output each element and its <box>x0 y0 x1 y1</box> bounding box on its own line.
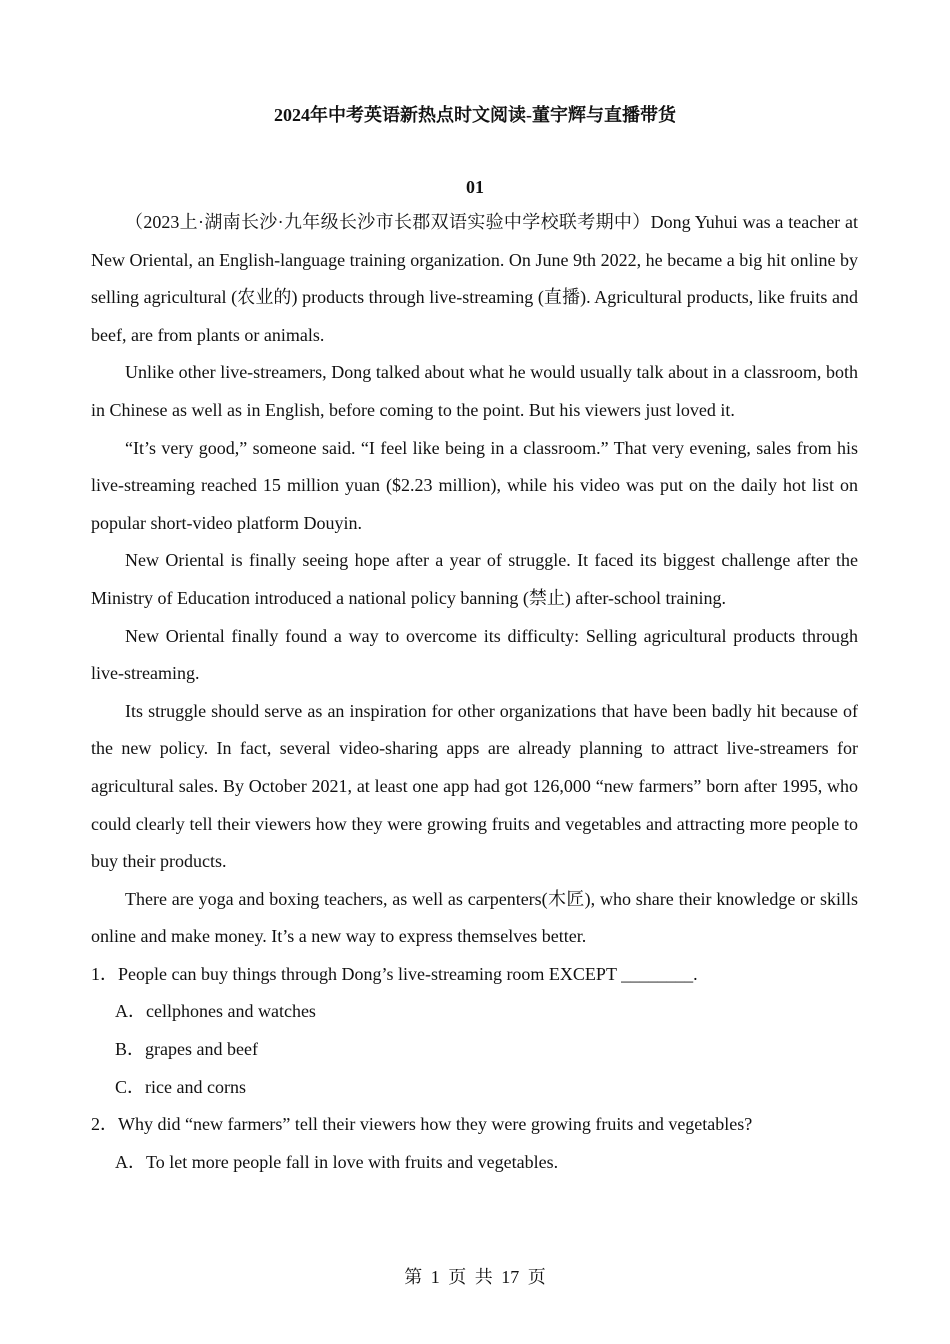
page-footer: 第 1 页 共 17 页 <box>404 1267 546 1287</box>
passage-paragraph: Unlike other live-streamers, Dong talked about what he would usually talk about in a classroom, both in Chinese as well as in English, before coming to the point. But his viewers just loved it. <box>91 362 858 420</box>
passage-paragraph: （2023上·湖南长沙·九年级长沙市长郡双语实验中学校联考期中）Dong Yuhui was a teacher at New Oriental, an English-language training organization. On June 9th 2022, he became a big hit online by selling agricultural (农业的) products through live-streaming (直播). Agricultural products, like fruits and beef, are from plants or animals. <box>91 212 858 345</box>
question-1-option-b: B．grapes and beef <box>115 1039 258 1060</box>
passage-paragraph: New Oriental finally found a way to overcome its difficulty: Selling agricultural products through live-streaming. <box>91 625 858 684</box>
passage-paragraph: There are yoga and boxing teachers, as well as carpenters(木匠), who share their knowledge or skills online and make money. It’s a new way to express themselves better. <box>91 888 858 947</box>
question-2-option-a: A．To let more people fall in love with fruits and vegetables. <box>115 1151 559 1172</box>
question-1-option-a: A．cellphones and watches <box>115 1001 316 1022</box>
question-1: 1．People can buy things through Dong’s live-streaming room EXCEPT ________. <box>91 963 698 984</box>
section-number: 01 <box>466 177 484 197</box>
document-body <box>91 204 858 1181</box>
question-2: 2．Why did “new farmers” tell their viewers how they were growing fruits and vegetables? <box>91 1114 753 1135</box>
passage-paragraph: Its struggle should serve as an inspiration for other organizations that have been badly hit because of the new policy. In fact, several video-sharing apps are already planning to attract live-streamers for agricultural sales. By October 2021, at least one app had got 126,000 “new farmers” born after 1995, who could clearly tell their viewers how they were growing fruits and vegetables and attracting more people to buy their products. <box>91 700 858 872</box>
question-1-option-c: C．rice and corns <box>115 1076 246 1097</box>
passage-paragraph: “It’s very good,” someone said. “I feel like being in a classroom.” That very evening, sales from his live-streaming reached 15 million yuan ($2.23 million), while his video was put on the daily hot list on popular short-video platform Douyin. <box>91 437 858 533</box>
passage-paragraph: New Oriental is finally seeing hope after a year of struggle. It faced its biggest challenge after the Ministry of Education introduced a national policy banning (禁止) after-school training. <box>91 550 858 608</box>
document-title: 2024年中考英语新热点时文阅读-董宇辉与直播带货 <box>274 105 676 125</box>
